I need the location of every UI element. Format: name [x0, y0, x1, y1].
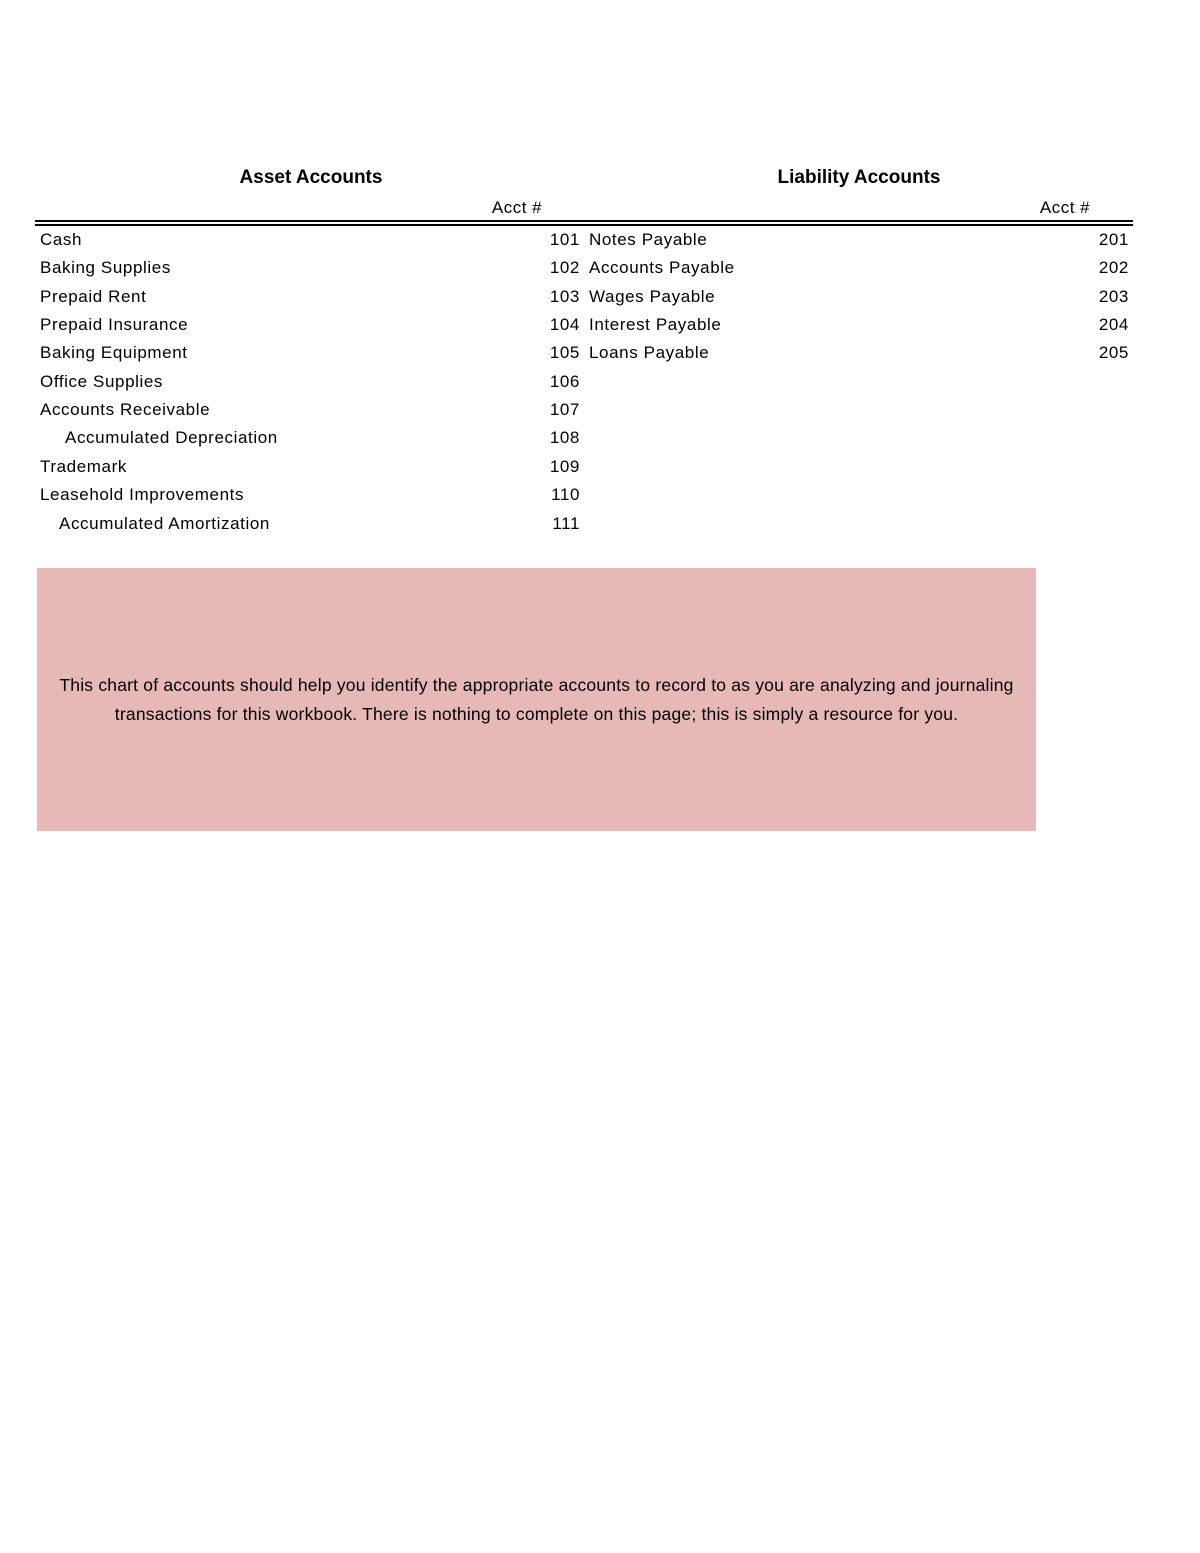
asset-account-row — [0, 424, 1200, 452]
account-name: Baking Equipment — [40, 343, 188, 363]
asset-account-row — [0, 368, 1200, 396]
account-name: Interest Payable — [589, 315, 722, 335]
account-number: 204 — [1098, 315, 1129, 335]
account-name: Baking Supplies — [40, 258, 171, 278]
info-note-text: This chart of accounts should help you identify the appropriate accounts to record to as you are analyzing and journaling transactions for this workbook. There is nothing to complete on this page; this is simply a resource for you. — [59, 675, 1014, 724]
account-number: 202 — [1098, 258, 1129, 278]
liability-account-row — [0, 283, 1200, 311]
account-number: 106 — [549, 371, 580, 391]
account-number: 101 — [549, 230, 580, 249]
account-name: Accounts Receivable — [40, 400, 211, 420]
account-number: 103 — [549, 286, 580, 306]
liability-acct-header: Acct # — [1039, 198, 1091, 217]
account-number: 111 — [552, 513, 580, 533]
account-name: Office Supplies — [40, 371, 164, 391]
asset-account-row — [0, 481, 1200, 509]
account-name: Accumulated Depreciation — [65, 428, 278, 448]
account-name: Accounts Payable — [589, 258, 735, 278]
account-number: 110 — [551, 485, 580, 505]
account-number: 102 — [549, 258, 580, 278]
asset-accounts-title: Asset Accounts — [239, 167, 383, 188]
asset-account-row — [0, 510, 1200, 538]
account-number: 203 — [1098, 286, 1129, 306]
liability-account-row — [0, 254, 1200, 282]
account-name: Prepaid Rent — [40, 286, 147, 306]
account-name: Accumulated Amortization — [59, 513, 270, 533]
liability-account-row — [0, 339, 1200, 367]
liability-account-row — [0, 226, 1200, 254]
account-number: 108 — [549, 428, 580, 448]
asset-acct-header: Acct # — [491, 198, 543, 217]
account-name: Leasehold Improvements — [40, 485, 245, 505]
account-number: 104 — [549, 315, 580, 335]
info-note-box — [37, 568, 1036, 831]
account-name: Wages Payable — [589, 286, 716, 306]
account-name: Prepaid Insurance — [40, 315, 189, 335]
account-number: 201 — [1098, 230, 1129, 249]
liability-accounts-title: Liability Accounts — [777, 167, 941, 188]
account-number: 109 — [549, 456, 580, 476]
liability-account-row — [0, 311, 1200, 339]
asset-account-row — [0, 453, 1200, 481]
account-name: Cash — [40, 230, 83, 249]
account-number: 105 — [549, 343, 580, 363]
account-name: Notes Payable — [589, 230, 708, 249]
account-number: 205 — [1098, 343, 1129, 363]
account-name: Trademark — [40, 456, 127, 476]
asset-account-row — [0, 396, 1200, 424]
account-number: 107 — [549, 400, 580, 420]
account-name: Loans Payable — [589, 343, 710, 363]
